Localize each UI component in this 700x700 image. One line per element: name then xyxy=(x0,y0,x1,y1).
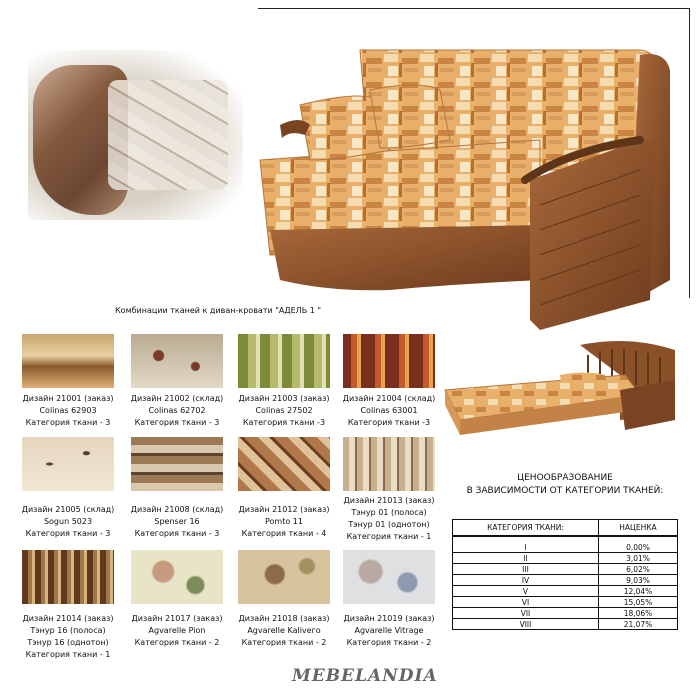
swatch-caption-21004 xyxy=(329,393,449,429)
swatch-fabric-alt: Тэнур 01 (однотон) xyxy=(348,520,430,529)
swatch-21013[interactable] xyxy=(343,437,435,491)
swatch-21012[interactable] xyxy=(238,437,330,491)
pricing-markup: 0,00% xyxy=(598,536,677,553)
swatch-category: Категория ткани - 3 xyxy=(25,418,111,427)
swatch-design: Дизайн 21008 (склад) xyxy=(130,505,224,514)
pricing-category: II xyxy=(453,553,599,564)
swatch-design: Дизайн 21005 (склад) xyxy=(21,505,115,514)
armrest-closeup-image xyxy=(28,50,243,220)
swatch-design: Дизайн 21017 (заказ) xyxy=(131,614,223,623)
swatch-21002[interactable] xyxy=(131,334,223,388)
pricing-category: III xyxy=(453,564,599,575)
swatch-caption-21017 xyxy=(117,613,237,649)
swatch-design: Дизайн 21004 (склад) xyxy=(342,394,436,403)
table-row xyxy=(453,619,678,630)
sofa-bed-unfolded-image xyxy=(440,335,680,455)
swatch-fabric: Colinas 62903 xyxy=(39,406,97,415)
pricing-markup: 9,03% xyxy=(598,575,677,586)
swatch-21014[interactable] xyxy=(22,550,114,604)
table-row xyxy=(453,553,678,564)
swatch-21004[interactable] xyxy=(343,334,435,388)
swatch-fabric: Spenser 16 xyxy=(154,517,200,526)
pricing-title xyxy=(450,472,680,498)
swatch-design: Дизайн 21012 (заказ) xyxy=(238,505,330,514)
swatch-category: Категория ткани - 1 xyxy=(25,650,111,659)
swatch-category: Категория ткани - 2 xyxy=(134,638,220,647)
swatch-caption-21018 xyxy=(224,613,344,649)
frame-line-top xyxy=(258,8,690,9)
swatch-design: Дизайн 21018 (заказ) xyxy=(238,614,330,623)
swatch-design: Дизайн 21013 (заказ) xyxy=(343,496,435,505)
pricing-category: VIII xyxy=(453,619,599,630)
swatch-fabric: Pomto 11 xyxy=(265,517,303,526)
swatch-design: Дизайн 21002 (склад) xyxy=(130,394,224,403)
swatch-caption-21008 xyxy=(117,504,237,540)
swatch-category: Категория ткани -3 xyxy=(347,418,431,427)
frame-line-right xyxy=(689,8,690,298)
pricing-markup: 12,04% xyxy=(598,586,677,597)
swatch-category: Категория ткани - 4 xyxy=(241,529,327,538)
pricing-col-category: КАТЕГОРИЯ ТКАНИ: xyxy=(453,520,599,537)
pricing-category: VII xyxy=(453,608,599,619)
swatch-fabric: Тэнур 16 (полоса) xyxy=(30,626,106,635)
swatch-category: Категория ткани - 3 xyxy=(134,529,220,538)
swatch-fabric: Colinas 27502 xyxy=(255,406,313,415)
pricing-markup: 15,05% xyxy=(598,597,677,608)
swatch-fabric-alt: Тэнур 16 (однотон) xyxy=(27,638,109,647)
swatch-21017[interactable] xyxy=(131,550,223,604)
swatch-21003[interactable] xyxy=(238,334,330,388)
swatch-category: Категория ткани - 2 xyxy=(346,638,432,647)
swatch-fabric: Agvarelle Vitrage xyxy=(354,626,424,635)
swatch-category: Категория ткани -3 xyxy=(242,418,326,427)
pricing-markup: 18,06% xyxy=(598,608,677,619)
swatch-caption-21003 xyxy=(224,393,344,429)
table-row xyxy=(453,608,678,619)
pricing-table xyxy=(452,519,678,630)
swatch-fabric: Agvarelle Kaliveгo xyxy=(247,626,321,635)
swatch-fabric: Agvarelle Pion xyxy=(148,626,206,635)
brand-logo: MEBELANDIA xyxy=(292,666,438,686)
swatch-fabric: Colinas 62702 xyxy=(148,406,206,415)
swatch-caption-21019 xyxy=(329,613,449,649)
swatch-21008[interactable] xyxy=(131,437,223,491)
swatch-caption-21005 xyxy=(8,504,128,540)
pricing-category: I xyxy=(453,536,599,553)
pricing-markup: 3,01% xyxy=(598,553,677,564)
table-row xyxy=(453,564,678,575)
pricing-markup: 21,07% xyxy=(598,619,677,630)
swatch-fabric: Sogun 5023 xyxy=(43,517,93,526)
swatch-21005[interactable] xyxy=(22,437,114,491)
pricing-markup: 6,02% xyxy=(598,564,677,575)
table-row xyxy=(453,586,678,597)
swatch-design: Дизайн 21003 (заказ) xyxy=(238,394,330,403)
sofa-image xyxy=(240,30,680,330)
swatch-design: Дизайн 21001 (заказ) xyxy=(22,394,114,403)
swatch-21001[interactable] xyxy=(22,334,114,388)
fabric-combinations-title: Комбинации тканей к диван-кровати "АДЕЛЬ 1 " xyxy=(115,306,322,315)
swatch-caption-21013 xyxy=(329,495,449,543)
swatch-fabric: Тэнур 01 (полоса) xyxy=(351,508,427,517)
table-row xyxy=(453,575,678,586)
pricing-category: IV xyxy=(453,575,599,586)
table-row xyxy=(453,597,678,608)
pricing-category: VI xyxy=(453,597,599,608)
swatch-category: Категория ткани - 1 xyxy=(346,532,432,541)
swatch-category: Категория ткани - 3 xyxy=(25,529,111,538)
swatch-design: Дизайн 21019 (заказ) xyxy=(343,614,435,623)
table-row xyxy=(453,536,678,553)
swatch-caption-21001 xyxy=(8,393,128,429)
swatch-caption-21014 xyxy=(8,613,128,661)
pricing-title-line2: В ЗАВИСИМОСТИ ОТ КАТЕГОРИИ ТКАНЕЙ: xyxy=(466,486,664,496)
swatch-caption-21002 xyxy=(117,393,237,429)
swatch-fabric: Colinas 63001 xyxy=(360,406,418,415)
swatch-design: Дизайн 21014 (заказ) xyxy=(22,614,114,623)
pricing-category: V xyxy=(453,586,599,597)
swatch-21018[interactable] xyxy=(238,550,330,604)
swatch-category: Категория ткани - 2 xyxy=(241,638,327,647)
swatch-caption-21012 xyxy=(224,504,344,540)
swatch-21019[interactable] xyxy=(343,550,435,604)
pricing-col-markup: НАЦЕНКА xyxy=(598,520,677,537)
pricing-header-row xyxy=(453,520,678,537)
swatch-category: Категория ткани - 3 xyxy=(134,418,220,427)
pricing-title-line1: ЦЕНООБРАЗОВАНИЕ xyxy=(517,473,613,483)
